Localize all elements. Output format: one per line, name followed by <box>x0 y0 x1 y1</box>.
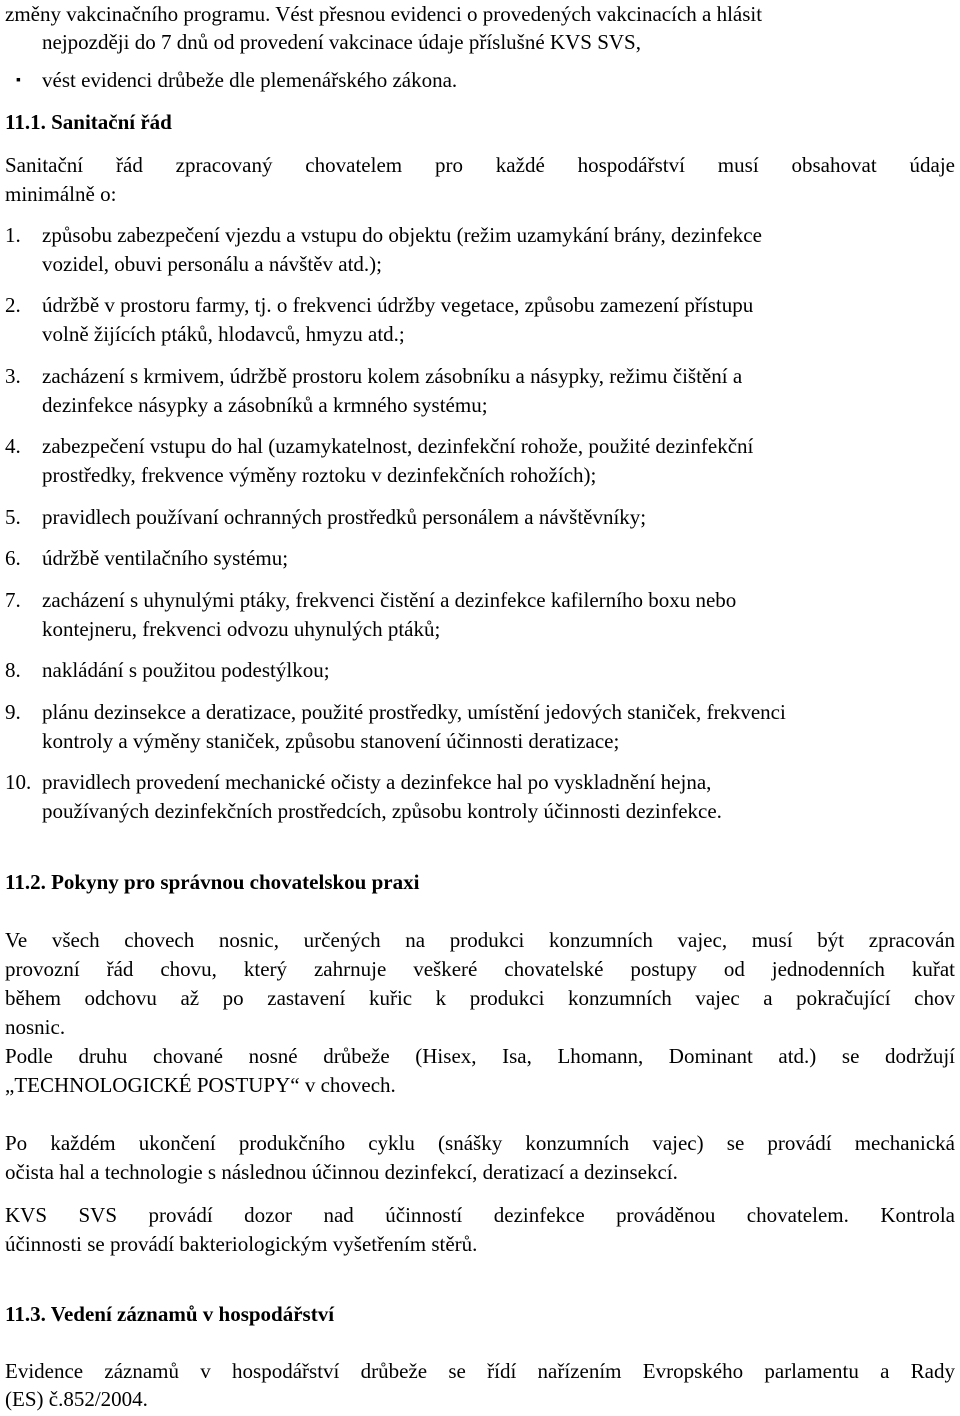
list-text: nakládání s použitou podestýlkou; <box>42 658 330 682</box>
paragraph-text: Podle druhu chované nosné drůbeže (Hisex, Isa, Lhomann, Dominant atd.) se dodržují <box>5 1044 955 1068</box>
paragraph-line: nejpozději do 7 dnů od provedení vakcinace údaje příslušné KVS SVS, <box>42 30 641 54</box>
bullet-marker: ▪ <box>16 73 21 88</box>
paragraph-line: změny vakcinačního programu. Vést přesnou evidenci o provedených vakcinacích a hlásit <box>5 2 763 26</box>
paragraph-line <box>5 926 955 955</box>
paragraph-line: nosnic. <box>5 1015 66 1039</box>
list-number: 1. <box>5 223 21 247</box>
paragraph-text: provozní řád chovu, který zahrnuje veškeré chovatelské postupy od jednodenních kuřat <box>5 957 955 981</box>
list-text: dezinfekce násypky a zásobníků a krmného systému; <box>42 393 488 417</box>
paragraph-line <box>5 151 955 180</box>
list-number: 9. <box>5 700 21 724</box>
bullet-item: vést evidenci drůbeže dle plemenářského zákona. <box>42 68 458 92</box>
list-number: 4. <box>5 434 21 458</box>
paragraph-line <box>5 1129 955 1158</box>
list-number: 8. <box>5 658 21 682</box>
paragraph-line: „TECHNOLOGICKÉ POSTUPY“ v chovech. <box>5 1073 396 1097</box>
list-text: volně žijících ptáků, hlodavců, hmyzu atd.; <box>42 322 405 346</box>
list-text: používaných dezinfekčních prostředcích, způsobu kontroly účinnosti dezinfekce. <box>42 799 722 823</box>
paragraph-text: během odchovu až po zastavení kuřic k produkci konzumních vajec a pokračující chov <box>5 986 955 1010</box>
list-text: údržbě ventilačního systému; <box>42 546 289 570</box>
list-text: pravidlech provedení mechanické očisty a dezinfekce hal po vyskladnění hejna, <box>42 770 712 794</box>
paragraph-text: KVS SVS provádí dozor nad účinností dezinfekce prováděnou chovatelem. Kontrola <box>5 1203 955 1227</box>
list-number: 6. <box>5 546 21 570</box>
list-text: zacházení s krmivem, údržbě prostoru kolem zásobníku a násypky, režimu čištění a <box>42 364 743 388</box>
paragraph-line <box>5 984 955 1013</box>
paragraph-line: (ES) č.852/2004. <box>5 1387 148 1411</box>
section-heading: 11.2. Pokyny pro správnou chovatelskou praxi <box>5 870 420 894</box>
list-text: prostředky, frekvence výměny roztoku v dezinfekčních rohožích); <box>42 463 597 487</box>
list-text: pravidlech používaní ochranných prostředků personálem a návštěvníky; <box>42 505 647 529</box>
list-number: 10. <box>5 770 32 794</box>
section-heading: 11.3. Vedení záznamů v hospodářství <box>5 1302 335 1326</box>
paragraph-text: Ve všech chovech nosnic, určených na produkci konzumních vajec, musí být zpracován <box>5 928 955 952</box>
list-text: zacházení s uhynulými ptáky, frekvenci čistění a dezinfekce kafilerního boxu nebo <box>42 588 737 612</box>
paragraph-text: Sanitační řád zpracovaný chovatelem pro každé hospodářství musí obsahovat údaje <box>5 153 955 177</box>
section-heading: 11.1. Sanitační řád <box>5 110 172 134</box>
paragraph-line <box>5 955 955 984</box>
list-number: 2. <box>5 293 21 317</box>
list-number: 5. <box>5 505 21 529</box>
list-text: kontejneru, frekvenci odvozu uhynulých ptáků; <box>42 617 441 641</box>
list-text: vozidel, obuvi personálu a návštěv atd.); <box>42 252 382 276</box>
paragraph-line <box>5 1201 955 1230</box>
list-text: zabezpečení vstupu do hal (uzamykatelnost, dezinfekční rohože, použité dezinfekční <box>42 434 754 458</box>
paragraph-line: očista hal a technologie s následnou účinnou dezinfekcí, deratizací a dezinsekcí. <box>5 1160 678 1184</box>
list-text: údržbě v prostoru farmy, tj. o frekvenci údržby vegetace, způsobu zamezení přístupu <box>42 293 754 317</box>
paragraph-line: minimálně o: <box>5 182 117 206</box>
list-text: způsobu zabezpečení vjezdu a vstupu do objektu (režim uzamykání brány, dezinfekce <box>42 223 762 247</box>
paragraph-line <box>5 1042 955 1071</box>
list-text: kontroly a výměny staniček, způsobu stanovení účinnosti deratizace; <box>42 729 620 753</box>
paragraph-line: účinnosti se provádí bakteriologickým vyšetřením stěrů. <box>5 1232 478 1256</box>
paragraph-text: Evidence záznamů v hospodářství drůbeže se řídí nařízením Evropského parlamentu a Rady <box>5 1359 955 1383</box>
list-number: 3. <box>5 364 21 388</box>
list-number: 7. <box>5 588 21 612</box>
list-text: plánu dezinsekce a deratizace, použité prostředky, umístění jedových staniček, frekvenci <box>42 700 786 724</box>
paragraph-line <box>5 1357 955 1386</box>
paragraph-text: Po každém ukončení produkčního cyklu (snášky konzumních vajec) se provádí mechanická <box>5 1131 955 1155</box>
